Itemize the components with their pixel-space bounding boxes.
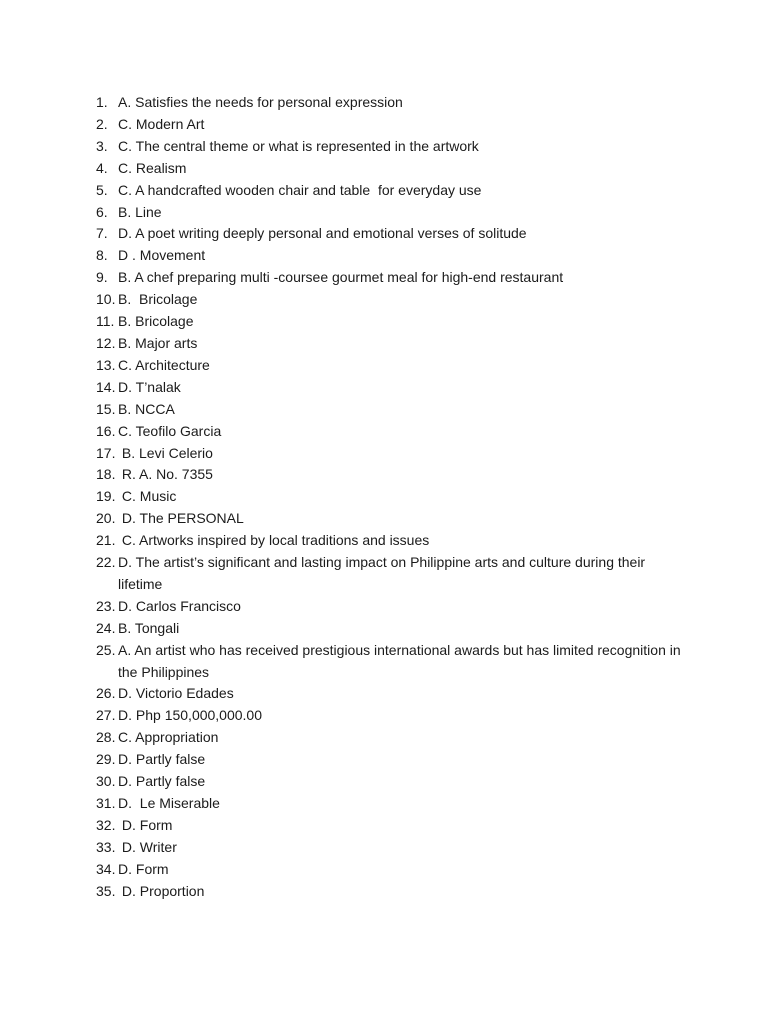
answer-item <box>96 596 686 618</box>
answer-item <box>96 683 686 705</box>
answer-item <box>96 443 686 465</box>
answer-number: 5. <box>96 181 108 198</box>
answer-number: 3. <box>96 137 108 154</box>
answer-text: D. The artist’s significant and lasting impact on Philippine arts and culture during their lifetime <box>118 554 649 592</box>
answer-number: 15. <box>96 400 116 417</box>
answer-number: 27. <box>96 707 116 724</box>
answer-item <box>96 202 686 224</box>
answer-number: 11. <box>96 313 115 330</box>
answer-item <box>96 464 686 486</box>
answer-number: 34. <box>96 860 116 877</box>
answer-number: 26. <box>96 685 116 702</box>
answer-text: C. Architecture <box>118 356 210 373</box>
answer-number: 12. <box>96 334 116 351</box>
answer-number: 1. <box>96 94 108 110</box>
answer-item <box>96 859 686 881</box>
answer-item <box>96 245 686 267</box>
answer-text: B. Levi Celerio <box>118 444 213 461</box>
answer-text: D. Victorio Edades <box>118 685 234 702</box>
answer-number: 33. <box>96 838 116 855</box>
answer-text: C. Realism <box>118 159 187 176</box>
answer-text: D. T’nalak <box>118 378 181 395</box>
answer-number: 20. <box>96 510 116 527</box>
answer-text: D. Form <box>118 860 169 877</box>
answer-text: D. Carlos Francisco <box>118 597 241 614</box>
answer-number: 14. <box>96 378 116 395</box>
answer-text: D . Movement <box>118 247 206 264</box>
answer-text: D. Partly false <box>118 751 206 768</box>
answer-text: D. Partly false <box>118 773 206 790</box>
answer-text: D. Writer <box>118 838 177 855</box>
answer-item <box>96 92 686 114</box>
answer-number: 10. <box>96 291 116 308</box>
answer-number: 13. <box>96 356 116 373</box>
answer-text: C. Artworks inspired by local traditions and issues <box>118 532 430 549</box>
answer-number: 6. <box>96 203 108 220</box>
answer-text: C. The central theme or what is represented in the artwork <box>118 137 479 154</box>
answer-text: R. A. No. 7355 <box>118 466 213 483</box>
answer-number: 4. <box>96 159 108 176</box>
answer-text: B. Major arts <box>118 334 198 351</box>
answer-number: 7. <box>96 225 108 242</box>
answer-item <box>96 771 686 793</box>
answer-number: 16. <box>96 422 116 439</box>
answer-item <box>96 705 686 727</box>
answer-number: 18. <box>96 466 116 483</box>
answer-item <box>96 508 686 530</box>
answer-text: B. NCCA <box>118 400 175 417</box>
answer-item <box>96 267 686 289</box>
answer-item <box>96 355 686 377</box>
answer-text: D. Form <box>118 816 173 833</box>
answer-item <box>96 180 686 202</box>
answer-text: D. Php 150,000,000.00 <box>118 707 263 724</box>
answer-item <box>96 377 686 399</box>
answer-item <box>96 881 686 903</box>
answer-text: D. Proportion <box>118 882 205 899</box>
answer-number: 2. <box>96 115 108 132</box>
answer-text: C. Music <box>118 488 177 505</box>
answer-number: 35. <box>96 882 116 899</box>
answer-number: 8. <box>96 247 108 264</box>
answer-list <box>96 92 686 903</box>
answer-item <box>96 311 686 333</box>
answer-number: 17. <box>96 444 116 461</box>
answer-number: 24. <box>96 619 116 636</box>
answer-item <box>96 815 686 837</box>
answer-item <box>96 486 686 508</box>
answer-number: 30. <box>96 773 116 790</box>
answer-item <box>96 223 686 245</box>
answer-text: B. A chef preparing multi -coursee gourmet meal for high-end restaurant <box>118 269 564 286</box>
answer-number: 21. <box>96 532 116 549</box>
answer-number: 25. <box>96 641 116 658</box>
answer-item <box>96 333 686 355</box>
answer-item <box>96 114 686 136</box>
answer-item <box>96 399 686 421</box>
answer-item <box>96 749 686 771</box>
answer-item <box>96 136 686 158</box>
answer-number: 28. <box>96 729 116 746</box>
answer-text: D. The PERSONAL <box>118 510 244 527</box>
answer-text: C. Appropriation <box>118 729 219 746</box>
answer-item <box>96 640 686 684</box>
answer-item <box>96 618 686 640</box>
answer-number: 32. <box>96 816 116 833</box>
answer-text: D. A poet writing deeply personal and emotional verses of solitude <box>118 225 527 242</box>
answer-item <box>96 421 686 443</box>
answer-item <box>96 793 686 815</box>
answer-item <box>96 158 686 180</box>
answer-number: 19. <box>96 488 116 505</box>
answer-item <box>96 552 686 596</box>
answer-number: 22. <box>96 554 116 571</box>
answer-text: B. Tongali <box>118 619 180 636</box>
answer-number: 23. <box>96 597 116 614</box>
answer-number: 29. <box>96 751 116 768</box>
answer-text: C. Teofilo Garcia <box>118 422 222 439</box>
answer-item <box>96 530 686 552</box>
answer-text: C. Modern Art <box>118 115 205 132</box>
answer-text: A. Satisfies the needs for personal expression <box>118 94 403 110</box>
answer-text: B. Line <box>118 203 162 220</box>
answer-text: D. Le Miserable <box>118 795 220 811</box>
answer-item <box>96 727 686 749</box>
answer-number: 9. <box>96 269 108 286</box>
answer-item <box>96 837 686 859</box>
answer-text: A. An artist who has received prestigious international awards but has limited recognition in the Philippines <box>118 641 685 680</box>
answer-number: 31. <box>96 795 116 811</box>
answer-item <box>96 289 686 311</box>
answer-text: B. Bricolage <box>118 291 198 308</box>
answer-text: C. A handcrafted wooden chair and table for everyday use <box>118 181 482 198</box>
answer-text: B. Bricolage <box>118 313 194 330</box>
